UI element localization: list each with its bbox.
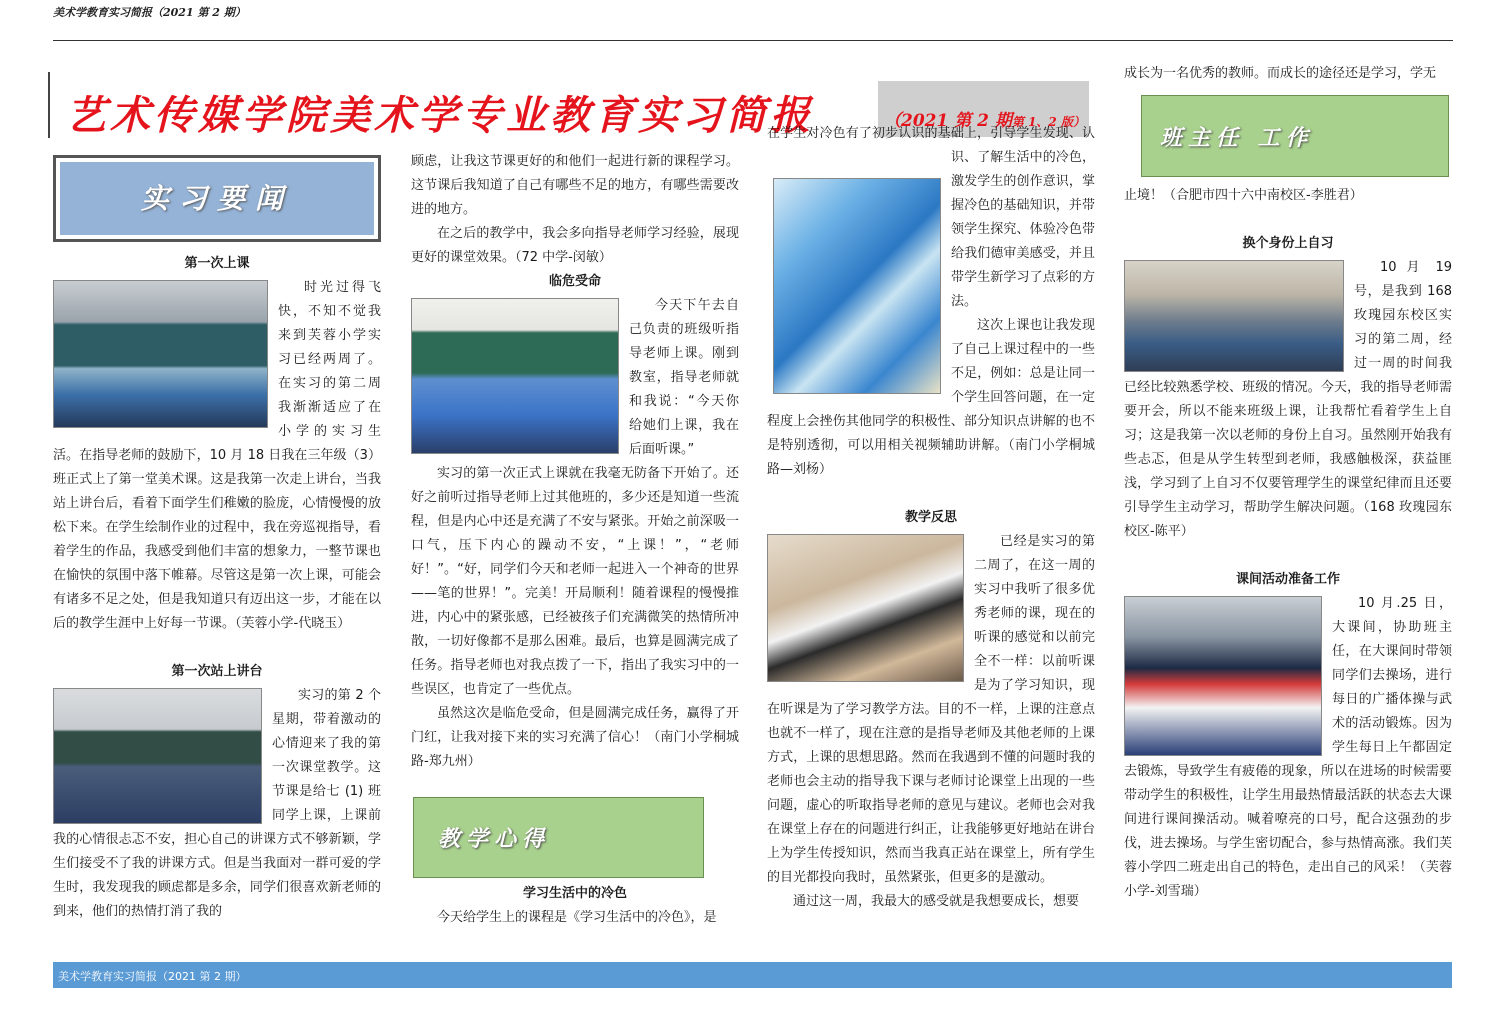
- section-banner-head-teacher: [1141, 95, 1449, 177]
- section-banner-teaching: [413, 797, 704, 878]
- article-body: 在之后的教学中，我会多向指导老师学习经验，展现更好的课堂效果。（72 中学-闵敏）: [411, 226, 739, 265]
- article-heading-recess: 课间活动准备工作: [1235, 572, 1340, 587]
- article-body: 成长为一名优秀的教师。而成长的途径还是学习，学无: [1124, 66, 1437, 81]
- footer-text: 美术学教育实习简报（2021 第 2 期）: [58, 970, 247, 983]
- section-banner-title: 班主任 工作: [1160, 125, 1314, 151]
- mentoring-photo: [767, 534, 964, 682]
- article-body: 这次上课也让我发现了自己上课过程中的一些不足，例如：总是让同一个学生回答问题，在一定程度上会挫伤其他同学的积极性、部分知识点讲解的也不是特别透彻，可以用相关视频辅助讲解。（南门小学桐城路—刘杨）: [767, 318, 1095, 477]
- issue-pages: 第 1、2 版）: [1011, 115, 1085, 129]
- article-body: 通过这一周，我最大的感受就是我想要成长，想要: [793, 894, 1080, 909]
- article-heading-self-study: 换个身份上自习: [1242, 236, 1334, 251]
- column-1: [53, 155, 381, 924]
- column-4: [1124, 62, 1452, 904]
- article-body: 止境！（合肥市四十六中南校区-李胜君）: [1124, 188, 1363, 203]
- classroom-photo: [53, 280, 268, 428]
- recess-drill-photo: [1124, 596, 1322, 756]
- article-body: 10 月.25 日，大课间，协助班主任，在大课间时带领同学们去操场，进行每日的广播体操与武术的活动锻炼。因为学生每日上午都固定去锻炼，导致学生有疲倦的现象，所以在进场的时候需要带动学生的积极性，让学生用最热情最活跃的状态去大课间进行课间操活动。喊着嘹亮的口号，配合这强劲的步伐，进去操场。与学生密切配合，参与热情高涨。我们芙蓉小学四二班走出自己的特色，走出自己的风采！（芙蓉小学-刘雪瑞）: [1124, 596, 1452, 899]
- classroom-photo: [53, 688, 262, 824]
- classroom-photo: [411, 298, 619, 454]
- section-banner-news: [53, 155, 381, 242]
- article-body: 在学生对冷色有了初步认识的基础上，引导学生发现、认识、了解生活中的冷色，激发学生的创作意识，掌握冷色的基础知识，并带领学生探究、体验冷色带给我们德审美感受，并且带学生新学习了点彩的方法。: [767, 126, 1095, 309]
- article-body: 10 月 19 号，是我到 168 玫瑰园东校区实习的第二周，经过一周的时间我已经比较熟悉学校、班级的情况。今天，我的指导老师需要开会，所以不能来班级上课，让我帮忙看着学生上自习；这是我第一次以老师的身份上自习。虽然刚开始我有些忐忑，但是从学生转型到老师，我感触极深，获益匪浅，学习到了上自习不仅要管理学生的课堂纪律而且还要引导学生主动学习，帮助学生解决问题。（168 玫瑰园东校区-陈平）: [1124, 260, 1452, 539]
- article-body: 实习的第 2 个星期，带着激动的心情迎来了我的第一次课堂教学。这节课是给七 (1) 班同学上课，上课前我的心情很忐忑不安，担心自己的讲课方式不够新颖，学生们接受不了我的讲课方式。但是当我面对一群可爱的学生时，我发现我的顾虑都是多余，同学们很喜欢新老师的到来，他们的热情打消了我的: [53, 688, 381, 919]
- article-body: 顾虑，让我这节课更好的和他们一起进行新的课程学习。这节课后我知道了自己有哪些不足的地方，有哪些需要改进的地方。: [411, 154, 739, 217]
- article-body: 时光过得飞快，不知不觉我来到芙蓉小学实习已经两周了。在实习的第二周我渐渐适应了在小学的实习生活。在指导老师的鼓励下，10 月 18 日我在三年级（3）班正式上了第一堂美术课。这是我第一次走上讲台，当我站上讲台后，看着下面学生们稚嫩的脸庞，心情慢慢的放松下来。在学生绘制作业的过程中，我在旁巡视指导，看着学生的作品，我感受到他们丰富的想象力，一整节课也在愉快的氛围中落下帷幕。尽管这是第一次上课，可能会有诸多不足之处，但是我知道只有迈出这一步，才能在以后的教学生涯中上好每一节课。（芙蓉小学-代晓玉）: [53, 280, 381, 631]
- self-study-photo: [1124, 260, 1344, 372]
- article-body: 已经是实习的第二周了，在这一周的实习中我听了很多优秀老师的课，现在的听课的感觉和以前完全不一样：以前听课是为了学习知识，现在听课是为了学习教学方法。目的不一样，上课的注意点也就不一样了，现在注意的是指导老师及其他老师的上课方式，上课的思想思路。然而在我遇到不懂的问题时我的老师也会主动的指导我下课与老师讨论课堂上出现的一些问题，虚心的听取指导老师的意见与建议。老师也会对我在课堂上存在的问题进行纠正，让我能够更好地站在讲台上为学生传授知识，然而当我真正站在课堂上，所有学生的目光都投向我时，虽然紧张，但更多的是激动。: [767, 534, 1095, 885]
- newsletter-title: 艺术传媒学院美术学专业教育实习简报: [66, 92, 814, 139]
- article-body: 实习的第一次正式上课就在我毫无防备下开始了。还好之前听过指导老师上过其他班的，多少还是知道一些流程，但是内心中还是充满了不安与紧张。开始之前深吸一口气，压下内心的躁动不安，“上课！”，“老师好！”。“好，同学们今天和老师一起进入一个神奇的世界——笔的世界！”。完美！开局顺利！随着课程的慢慢推进，内心中的紧张感，已经被孩子们充满微笑的热情所冲散，一切好像都不是那么困难。最后，也算是圆满完成了任务。指导老师也对我点拨了一下，指出了我实习中的一些误区，也肯定了一些优点。: [411, 466, 739, 697]
- column-3: [767, 126, 1095, 914]
- article-heading-reflection: 教学反思: [904, 510, 957, 525]
- article-body: 今天给学生上的课程是《学习生活中的冷色》，是: [437, 910, 717, 925]
- article-heading-cold-colors: 学习生活中的冷色: [522, 886, 627, 901]
- section-banner-title: 实习要闻: [140, 181, 293, 215]
- article-body: 虽然这次是临危受命，但是圆满完成任务，赢得了开门红，让我对接下来的实习充满了信心！（南门小学桐城路-郑九州）: [411, 706, 739, 769]
- article-body: 今天下午去自己负责的班级听指导老师上课。刚到教室，指导老师就和我说：“今天你给她们上课，我在后面听课。”: [411, 294, 739, 462]
- running-head: 美术学教育实习简报（2021 第 2 期）: [53, 6, 246, 19]
- issue-number: （2021 第 2 期: [884, 111, 1012, 131]
- student-artwork-photo: [773, 178, 941, 394]
- article-heading-first-class: 第一次上课: [184, 256, 250, 271]
- article-heading-first-podium: 第一次站上讲台: [171, 664, 263, 679]
- footer-bar: [53, 962, 1452, 988]
- article-heading-emergency: 临危受命: [548, 274, 601, 289]
- title-left-rule: [48, 72, 50, 138]
- section-banner-title: 教学心得: [438, 827, 551, 852]
- top-rule: [53, 40, 1453, 41]
